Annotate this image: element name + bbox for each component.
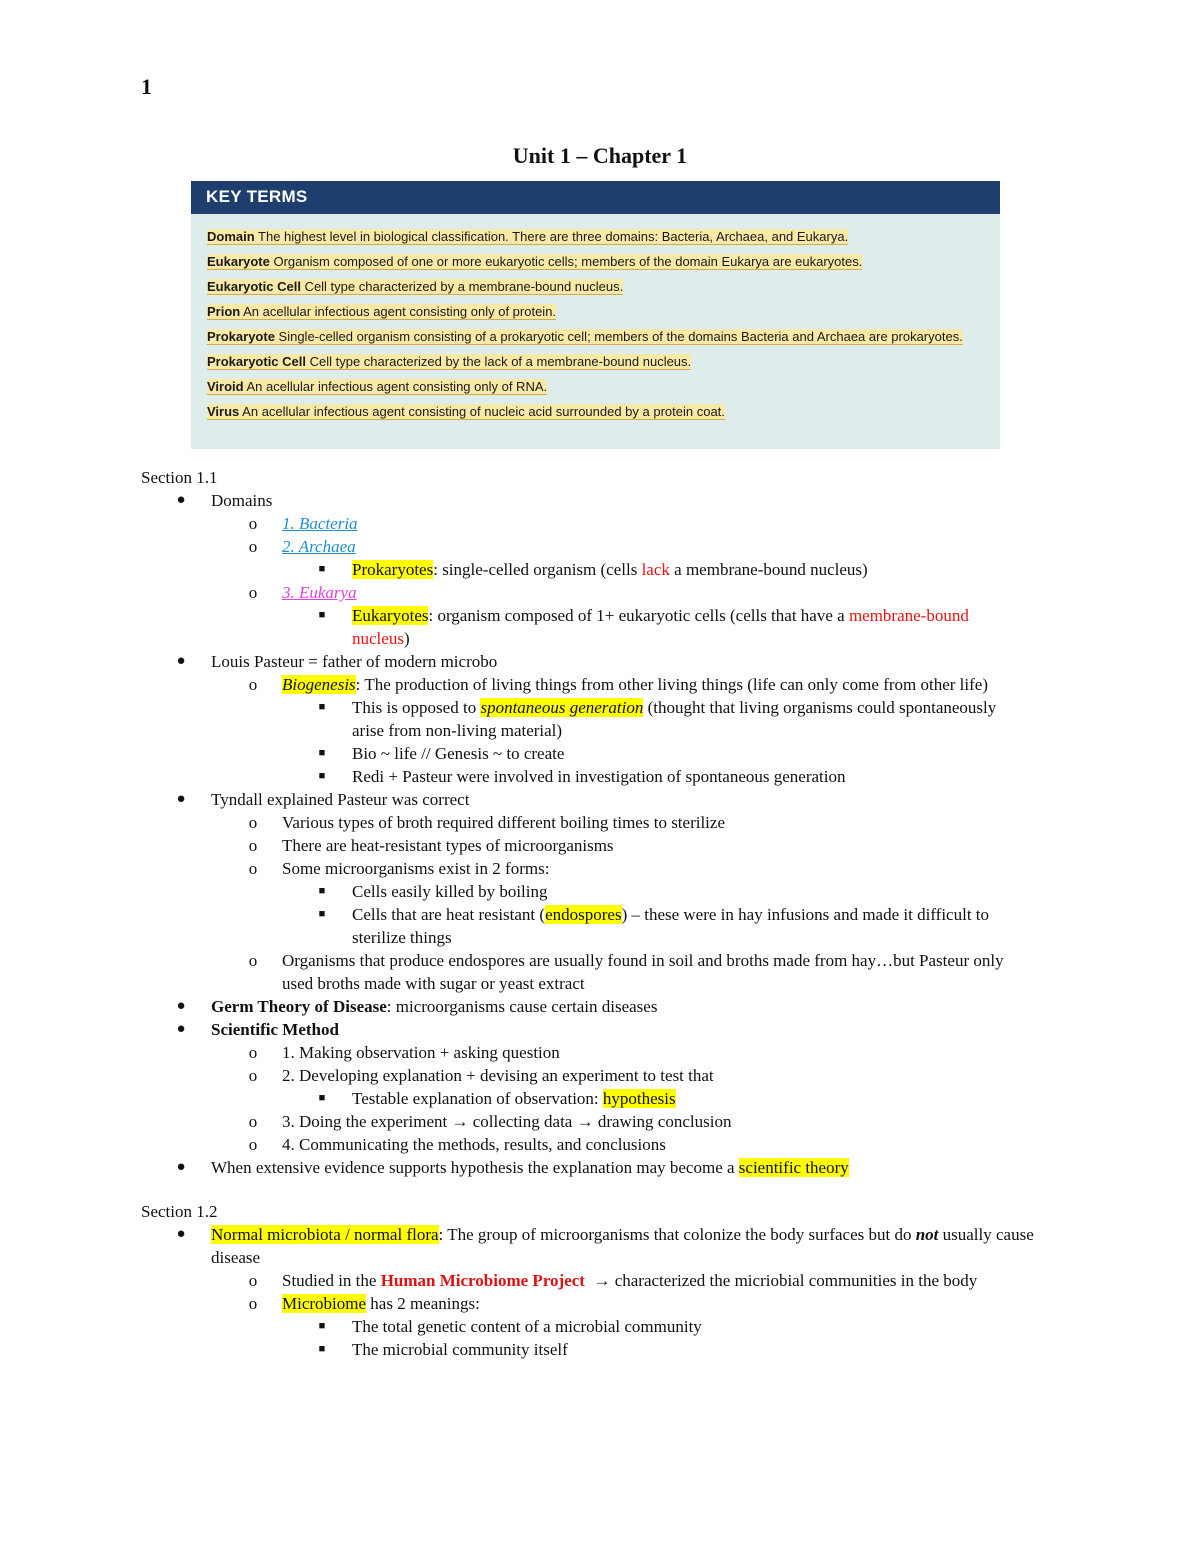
- bullet-icon: o: [248, 514, 258, 533]
- item-text: : organism composed of 1+ eukaryotic cells (cells that have a: [428, 606, 849, 625]
- list-item: [141, 995, 1071, 1018]
- key-term-item: [207, 378, 985, 396]
- bullet-icon: ●: [176, 1021, 186, 1037]
- item-text: There are heat-resistant types of microorganisms: [282, 836, 614, 855]
- list-item: [141, 1087, 1071, 1110]
- list-item: [141, 1133, 1071, 1156]
- arrow-icon: →: [576, 1112, 594, 1131]
- list-item: [141, 535, 1071, 558]
- list-item: [141, 788, 1071, 811]
- eukarya-link[interactable]: 3. Eukarya: [282, 583, 357, 602]
- key-term-name: Prion: [207, 304, 241, 319]
- key-term-item: [207, 228, 985, 246]
- list-item: [141, 696, 1002, 742]
- item-text: : The production of living things from other living things (life can only come from other life): [355, 675, 988, 694]
- item-text: ): [403, 629, 410, 648]
- bullet-icon: o: [248, 1135, 258, 1154]
- bullet-icon: ●: [176, 791, 186, 807]
- emphasis-text: not: [915, 1225, 939, 1244]
- highlighted-term: Microbiome: [282, 1294, 367, 1313]
- list-item: [141, 1292, 1071, 1315]
- red-text: lack: [641, 560, 670, 579]
- item-text: This is opposed to: [352, 698, 481, 717]
- key-term-item: [207, 328, 985, 346]
- key-term-name: Prokaryotic Cell: [207, 354, 306, 369]
- key-term-definition: The highest level in biological classification. There are three domains: Bacteria, Archaea, and Eukarya.: [254, 229, 849, 244]
- key-term-definition: An acellular infectious agent consisting only of RNA.: [243, 379, 548, 394]
- item-text: collecting data: [468, 1112, 577, 1131]
- list-item: [141, 765, 1071, 788]
- key-terms-list: [191, 214, 1000, 421]
- highlighted-term: spontaneous generation: [480, 698, 644, 717]
- highlighted-term: Prokaryotes: [352, 560, 434, 579]
- highlighted-term: endospores: [545, 905, 622, 924]
- key-term-name: Eukaryote: [207, 254, 270, 269]
- bullet-icon: ●: [176, 492, 186, 508]
- list-item: [141, 604, 1012, 650]
- key-term-name: Domain: [207, 229, 255, 244]
- highlighted-term: Biogenesis: [282, 675, 356, 694]
- bullet-icon: o: [248, 675, 258, 694]
- list-item: [141, 1315, 1071, 1338]
- item-text: (thought that living organisms could spontaneously arise from non-living material): [352, 698, 997, 740]
- bullet-icon: ■: [318, 1343, 326, 1355]
- key-term-definition: An acellular infectious agent consisting only of protein.: [240, 304, 557, 319]
- bullet-icon: ■: [318, 747, 326, 759]
- item-text: 2. Developing explanation + devising an experiment to test that: [282, 1066, 714, 1085]
- section-gap: [141, 1179, 1071, 1200]
- red-bold-term: Human Microbiome Project: [380, 1271, 585, 1290]
- section-heading: Section 1.1: [141, 468, 218, 487]
- item-text: Domains: [211, 491, 273, 510]
- list-item: [141, 949, 1022, 995]
- bullet-icon: o: [248, 859, 258, 878]
- item-text: : single-celled organism (cells: [433, 560, 642, 579]
- bullet-icon: ●: [176, 1159, 186, 1175]
- key-term-name: Eukaryotic Cell: [207, 279, 301, 294]
- item-text: Some microorganisms exist in 2 forms:: [282, 859, 550, 878]
- key-term-definition: Cell type characterized by the lack of a membrane-bound nucleus.: [306, 354, 692, 369]
- key-term-definition: Organism composed of one or more eukaryotic cells; members of the domain Eukarya are eukaryotes.: [269, 254, 863, 269]
- item-text: ) – these were in hay infusions and made it difficult to sterilize things: [352, 905, 990, 947]
- bold-term: Scientific Method: [211, 1020, 339, 1039]
- list-item: [141, 1223, 1071, 1269]
- list-item: [141, 650, 1071, 673]
- highlighted-term: Normal microbiota / normal flora: [211, 1225, 439, 1244]
- bullet-icon: o: [248, 951, 258, 970]
- item-text: a membrane-bound nucleus): [669, 560, 868, 579]
- bullet-icon: ●: [176, 998, 186, 1014]
- item-text: Testable explanation of observation:: [352, 1089, 603, 1108]
- list-item: [141, 1110, 1071, 1133]
- key-term-definition: Single-celled organism consisting of a prokaryotic cell; members of the domains Bacteria and Archaea are prokaryotes.: [274, 329, 963, 344]
- bullet-icon: ●: [176, 653, 186, 669]
- highlighted-term: Eukaryotes: [352, 606, 429, 625]
- list-item: [141, 558, 1071, 581]
- bullet-icon: ■: [318, 701, 326, 713]
- item-text: Cells easily killed by boiling: [352, 882, 548, 901]
- bullet-icon: o: [248, 537, 258, 556]
- bullet-icon: o: [248, 1043, 258, 1062]
- list-item: [141, 880, 1071, 903]
- arrow-icon: →: [593, 1271, 611, 1290]
- item-text: usually cause disease: [211, 1225, 1034, 1267]
- list-item: [141, 834, 1071, 857]
- key-term-item: [207, 278, 985, 296]
- list-item: [141, 742, 1071, 765]
- key-term-name: Viroid: [207, 379, 244, 394]
- archaea-link[interactable]: 2. Archaea: [282, 537, 356, 556]
- list-item: [141, 1269, 1057, 1292]
- bullet-icon: o: [248, 1271, 258, 1290]
- list-item: [141, 489, 1071, 512]
- item-text: has 2 meanings:: [366, 1294, 480, 1313]
- list-item: [141, 581, 1071, 604]
- item-text: characterized the micriobial communities in the body: [610, 1271, 978, 1290]
- bullet-icon: ●: [176, 1226, 186, 1242]
- list-item: [141, 1338, 1071, 1361]
- arrow-icon: →: [451, 1112, 469, 1131]
- item-text: Organisms that produce endospores are usually found in soil and broths made from hay…but Pasteur only used broths made with sugar or yeast extract: [282, 951, 1004, 993]
- bullet-icon: o: [248, 813, 258, 832]
- key-term-item: [207, 303, 985, 321]
- key-terms-box: [191, 181, 1000, 449]
- item-text: : The group of microorganisms that colonize the body surfaces but do: [438, 1225, 916, 1244]
- bullet-icon: ■: [318, 1320, 326, 1332]
- notes-body: [141, 466, 1071, 1361]
- bullet-icon: ■: [318, 609, 326, 621]
- bullet-icon: o: [248, 836, 258, 855]
- bullet-icon: o: [248, 1294, 258, 1313]
- item-text: Studied in the: [282, 1271, 381, 1290]
- bullet-icon: o: [248, 1112, 258, 1131]
- bullet-icon: ■: [318, 885, 326, 897]
- key-term-definition: Cell type characterized by a membrane-bound nucleus.: [300, 279, 624, 294]
- item-text: drawing conclusion: [593, 1112, 732, 1131]
- list-item: [141, 512, 1071, 535]
- key-terms-header: KEY TERMS: [191, 181, 1000, 214]
- item-text: The total genetic content of a microbial community: [352, 1317, 702, 1336]
- red-text: membrane-bound nucleus: [352, 606, 969, 648]
- list-item: [141, 1156, 1071, 1179]
- list-item: [141, 1064, 1071, 1087]
- page-title: Unit 1 – Chapter 1: [512, 143, 688, 168]
- item-text: Louis Pasteur = father of modern microbo: [211, 652, 498, 671]
- section-heading: Section 1.2: [141, 1202, 218, 1221]
- item-text: When extensive evidence supports hypothesis the explanation may become a: [211, 1158, 739, 1177]
- bullet-icon: ■: [318, 908, 326, 920]
- list-item: [141, 903, 1012, 949]
- list-item: [141, 1018, 1071, 1041]
- bullet-icon: ■: [318, 770, 326, 782]
- highlighted-term: scientific theory: [738, 1158, 849, 1177]
- item-text: 1. Making observation + asking question: [282, 1043, 560, 1062]
- bullet-icon: ■: [318, 563, 326, 575]
- key-term-item: [207, 353, 985, 371]
- key-term-name: Prokaryote: [207, 329, 275, 344]
- bacteria-link[interactable]: 1. Bacteria: [282, 514, 358, 533]
- item-text: : microorganisms cause certain diseases: [386, 997, 658, 1016]
- key-term-item: [207, 403, 985, 421]
- list-item: [141, 673, 1027, 696]
- list-item: [141, 857, 1071, 880]
- item-text: Bio ~ life // Genesis ~ to create: [352, 744, 565, 763]
- item-text: Redi + Pasteur were involved in investigation of spontaneous generation: [352, 767, 846, 786]
- highlighted-term: hypothesis: [602, 1089, 676, 1108]
- page-number: 1: [141, 74, 152, 99]
- key-term-item: [207, 253, 985, 271]
- item-text: Cells that are heat resistant (: [352, 905, 546, 924]
- key-term-name: Virus: [207, 404, 240, 419]
- item-text: 3. Doing the experiment: [282, 1112, 452, 1131]
- bullet-icon: o: [248, 1066, 258, 1085]
- list-item: [141, 1041, 1071, 1064]
- item-text: The microbial community itself: [352, 1340, 568, 1359]
- item-text: 4. Communicating the methods, results, and conclusions: [282, 1135, 666, 1154]
- bold-term: Germ Theory of Disease: [211, 997, 387, 1016]
- bullet-icon: ■: [318, 1092, 326, 1104]
- item-text: Tyndall explained Pasteur was correct: [211, 790, 470, 809]
- list-item: [141, 811, 1071, 834]
- bullet-icon: o: [248, 583, 258, 602]
- key-term-definition: An acellular infectious agent consisting of nucleic acid surrounded by a protein coat.: [239, 404, 725, 419]
- item-text: Various types of broth required different boiling times to sterilize: [282, 813, 725, 832]
